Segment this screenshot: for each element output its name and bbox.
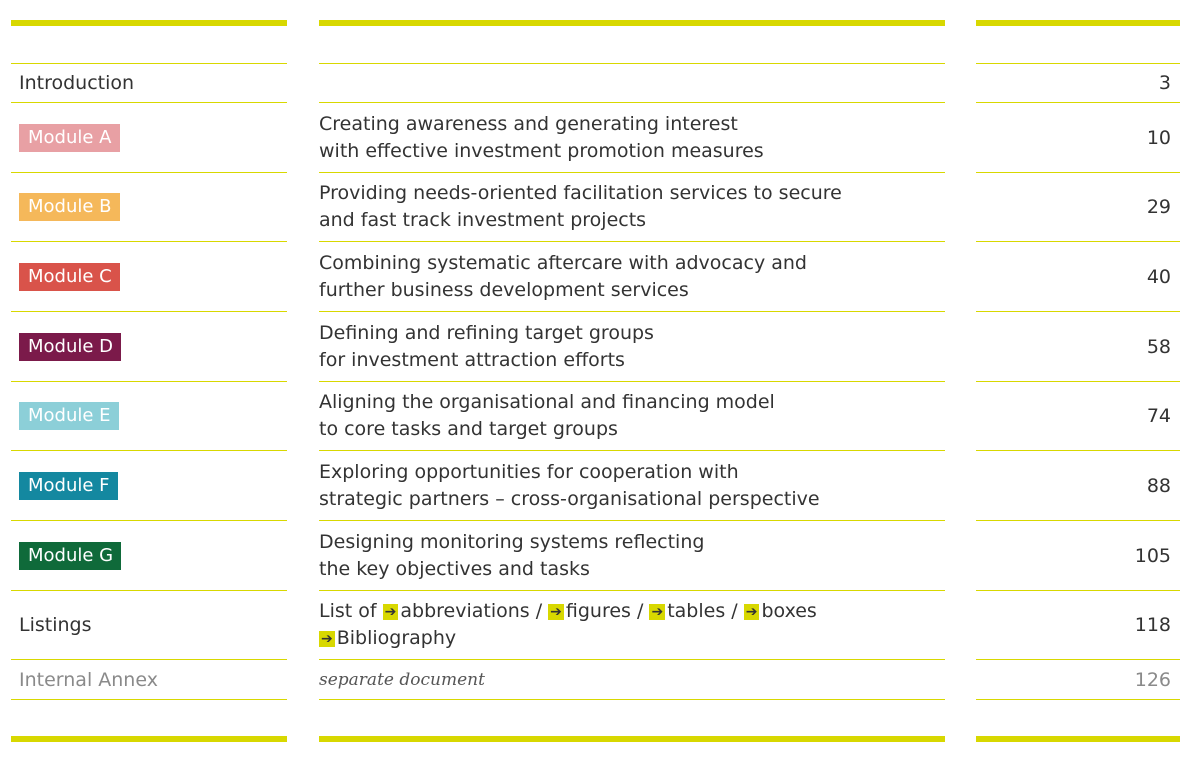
- module-d-badge[interactable]: Module D: [19, 333, 121, 361]
- internal-annex-description: [319, 660, 945, 699]
- module-c-badge[interactable]: Module C: [19, 263, 120, 291]
- description-line: with effective investment promotion measures: [319, 139, 764, 162]
- module-e-description[interactable]: [319, 382, 945, 450]
- page-number[interactable]: 126: [1134, 668, 1171, 691]
- listing-separator: /: [535, 600, 543, 622]
- introduction-label[interactable]: Introduction: [19, 72, 135, 94]
- toc-row-module-c[interactable]: [11, 242, 287, 311]
- section-label-column: [11, 0, 287, 761]
- link-bibliography[interactable]: Bibliography: [336, 627, 457, 649]
- toc-row-internal-annex[interactable]: [11, 660, 287, 699]
- bottom-rule: [319, 736, 945, 742]
- page-number[interactable]: 29: [1146, 196, 1171, 218]
- page-number[interactable]: 10: [1146, 126, 1171, 149]
- description-line: Providing needs-oriented facilitation services to secure: [319, 182, 842, 204]
- toc-row-listings[interactable]: [11, 591, 287, 659]
- toc-row-module-b[interactable]: [11, 173, 287, 241]
- module-f-badge[interactable]: Module F: [19, 472, 118, 500]
- page-number[interactable]: 74: [1146, 405, 1171, 427]
- page-number[interactable]: 3: [1158, 72, 1171, 94]
- bottom-rule: [976, 736, 1180, 742]
- description-line: to core tasks and target groups: [319, 418, 618, 440]
- module-g-badge[interactable]: Module G: [19, 542, 121, 570]
- arrow-right-icon: ➔: [321, 631, 333, 647]
- description-line: strategic partners – cross-organisational perspective: [319, 487, 820, 510]
- top-rule: [11, 20, 287, 26]
- toc-row-module-g[interactable]: [11, 521, 287, 590]
- arrow-right-icon: ➔: [550, 604, 562, 620]
- link-abbreviations[interactable]: abbreviations: [400, 600, 530, 622]
- module-b-badge[interactable]: Module B: [19, 193, 120, 221]
- listings-line: [319, 625, 817, 652]
- module-a-description[interactable]: [319, 103, 945, 172]
- bottom-rule: [11, 736, 287, 742]
- module-b-description[interactable]: [319, 173, 945, 241]
- description-line: Designing monitoring systems reflecting: [319, 530, 705, 553]
- description-line: further business development services: [319, 278, 689, 301]
- separate-document-note: separate document: [319, 669, 485, 690]
- listing-separator: /: [731, 600, 738, 622]
- description-line: Defining and refining target groups: [319, 321, 654, 344]
- divider: [11, 699, 287, 700]
- description-line: and fast track investment projects: [319, 209, 647, 231]
- top-rule: [319, 20, 945, 26]
- page-number[interactable]: 105: [1134, 544, 1171, 567]
- link-tables[interactable]: tables: [667, 600, 726, 622]
- toc-row-introduction[interactable]: [11, 64, 287, 102]
- description-line: Exploring opportunities for cooperation with: [319, 460, 739, 483]
- description-line: Aligning the organisational and financing model: [319, 391, 775, 413]
- arrow-right-icon: ➔: [745, 604, 758, 620]
- page-number[interactable]: 58: [1146, 335, 1171, 358]
- toc-row-module-a[interactable]: [11, 103, 287, 172]
- listings-line: [319, 598, 817, 625]
- listings-label[interactable]: Listings: [19, 614, 92, 636]
- module-e-badge[interactable]: Module E: [19, 402, 119, 430]
- module-c-description[interactable]: [319, 242, 945, 311]
- description-column: [319, 0, 945, 761]
- internal-annex-label[interactable]: Internal Annex: [19, 668, 158, 691]
- page-number[interactable]: 88: [1146, 474, 1171, 497]
- module-d-description[interactable]: [319, 312, 945, 381]
- module-a-badge[interactable]: Module A: [19, 124, 120, 152]
- toc-row-module-f[interactable]: [11, 451, 287, 520]
- arrow-right-icon: ➔: [651, 604, 664, 620]
- module-g-description[interactable]: [319, 521, 945, 590]
- divider: [319, 699, 945, 700]
- top-rule: [976, 20, 1180, 26]
- page-number-column: [976, 0, 1180, 761]
- toc-row-module-e[interactable]: [11, 382, 287, 450]
- link-figures[interactable]: figures: [565, 600, 631, 622]
- toc-row-module-d[interactable]: [11, 312, 287, 381]
- divider: [319, 63, 945, 64]
- description-line: for investment attraction efforts: [319, 348, 625, 371]
- link-boxes[interactable]: boxes: [761, 600, 817, 622]
- description-line: Combining systematic aftercare with advocacy and: [319, 251, 807, 274]
- listings-prefix: List of: [319, 600, 377, 622]
- listings-description: [319, 591, 945, 659]
- module-f-description[interactable]: [319, 451, 945, 520]
- divider: [976, 699, 1180, 700]
- description-line: Creating awareness and generating interest: [319, 112, 738, 135]
- description-line: the key objectives and tasks: [319, 557, 590, 580]
- page-number[interactable]: 118: [1134, 614, 1171, 636]
- page-number[interactable]: 40: [1146, 265, 1171, 288]
- listing-separator: /: [637, 600, 644, 622]
- arrow-right-icon: ➔: [384, 604, 397, 620]
